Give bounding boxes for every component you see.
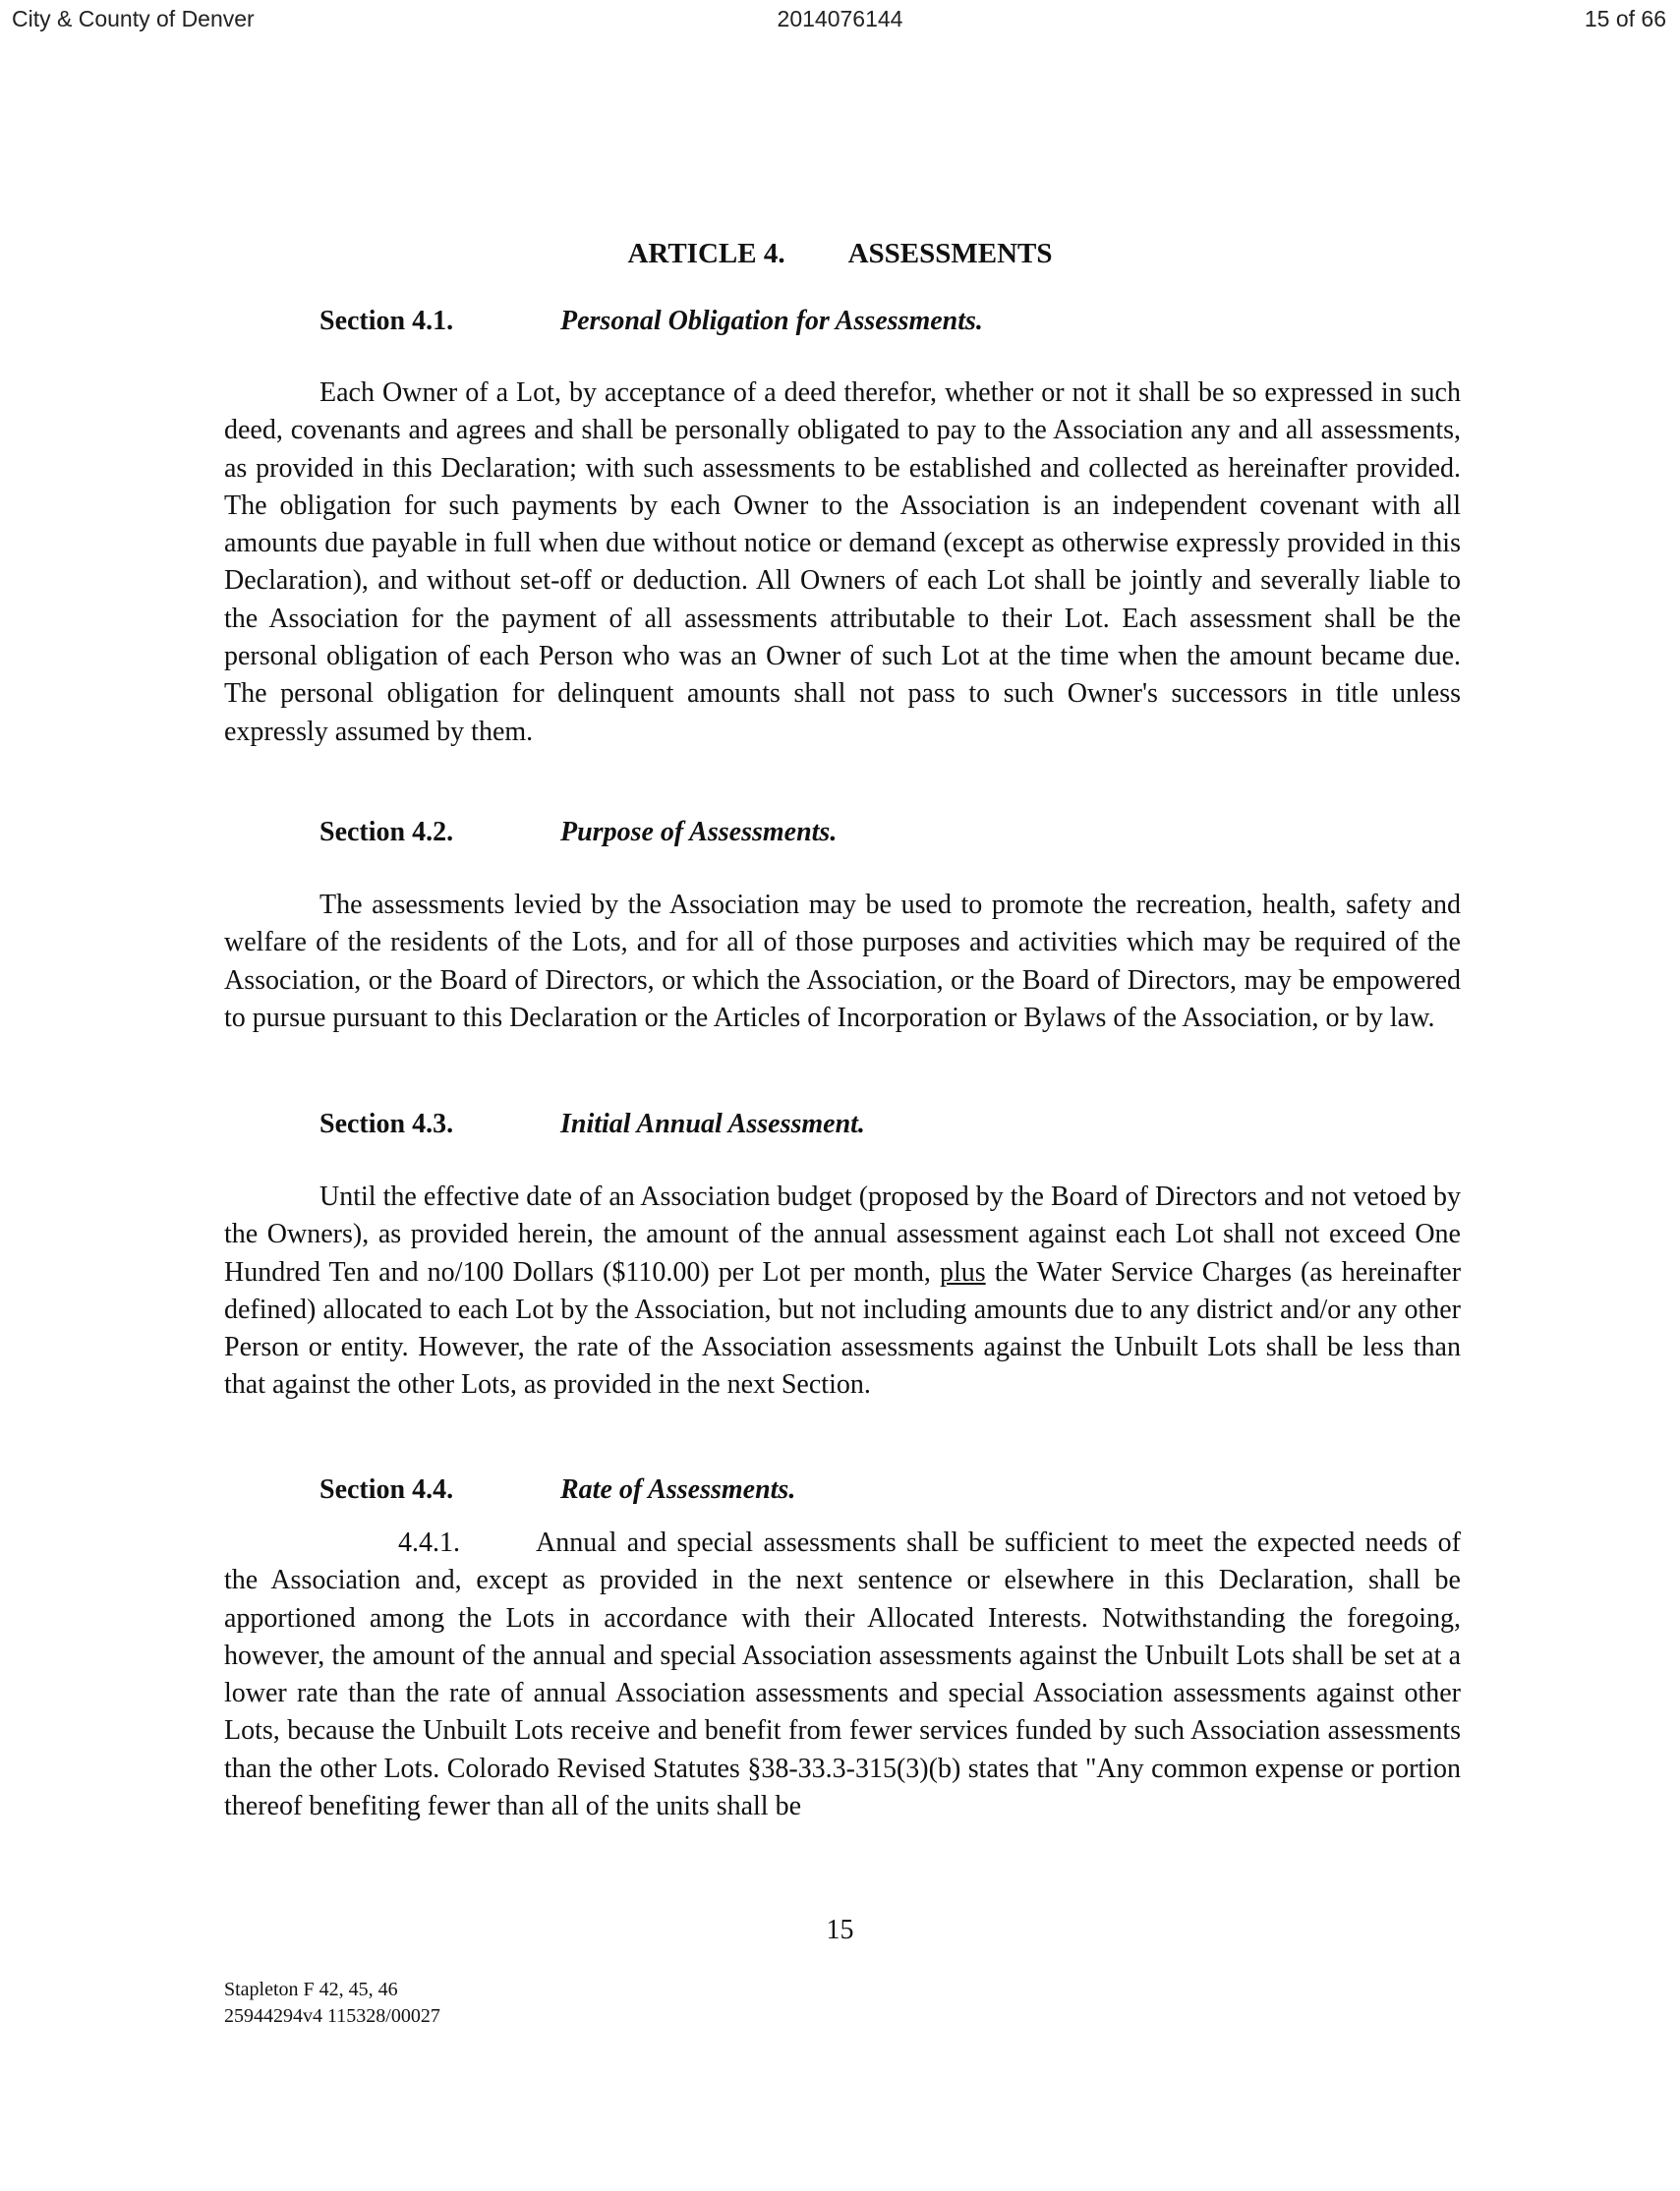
body-text: Until the effective date of an Association budget (proposed by the Board of Directors and not vetoed by the Owners), as provided herein, the amount of the annual assessment against each Lot shall not exceed One Hundred Ten and no/100 Dollars ($110.00) per Lot per month, [224,1182,1461,1288]
section-number: Section 4.4. [319,1474,454,1505]
section-body-4-4-1 [224,1525,1461,1825]
section-number: Section 4.2. [319,817,454,847]
section-title: Initial Annual Assessment. [560,1109,865,1139]
header-county: City & County of Denver [12,6,255,31]
footer-doc-id [224,1977,440,2030]
section-body-4-3 [224,1179,1461,1405]
header-page-count: 15 of 66 [1584,6,1666,31]
underlined-plus: plus [939,1256,986,1288]
section-heading-4-4 [319,1474,795,1506]
article-title: ASSESSMENTS [847,238,1053,269]
section-title: Personal Obligation for Assessments. [560,306,983,336]
section-number: Section 4.1. [319,306,454,336]
footer-line-1: Stapleton F 42, 45, 46 [224,1979,398,2000]
subsection-number: 4.4.1. [398,1528,460,1558]
page-number: 15 [826,1915,854,1945]
section-heading-4-1 [319,306,983,337]
section-body-4-1: Each Owner of a Lot, by acceptance of a deed therefor, whether or not it shall be so expressed in such deed, covenants and agrees and shall be personally obligated to pay to the Association any and all assessments, as provided in this Declaration; with such assessments to be established and collected as hereinafter provided. The obligation for such payments by each Owner to the Association is an independent covenant with all amounts due payable in full when due without notice or demand (except as otherwise expressly provided in this Declaration), and without set-off or deduction. All Owners of each Lot shall be jointly and severally liable to the Association for the payment of all assessments attributable to their Lot. Each assessment shall be the personal obligation of each Person who was an Owner of such Lot at the time when the amount became due. The personal obligation for delinquent amounts shall not pass to such Owner's successors in title unless expressly assumed by them. [224,377,1461,747]
section-title: Rate of Assessments. [560,1474,796,1505]
article-heading [0,238,1680,270]
footer-line-2: 25944294v4 115328/00027 [224,2005,440,2027]
section-title: Purpose of Assessments. [560,817,838,847]
section-heading-4-3 [319,1109,865,1140]
header-reception-number: 2014076144 [777,6,903,31]
body-text: Annual and special assessments shall be sufficient to meet the expected needs of the Association and, except as provided in the next sentence or elsewhere in this Declaration, shall be apportioned among the Lots in accordance with their Allocated Interests. Notwithstanding the foregoing, however, the amount of the annual and special Association assessments against the Unbuilt Lots shall be set at a lower rate than the rate of annual Association assessments and special Association assessments against other Lots, because the Unbuilt Lots receive and benefit from fewer services funded by such Association assessments than the other Lots. Colorado Revised Statutes §38-33.3-315(3)(b) states that "Any common expense or portion thereof benefiting fewer than all of the units shall be [224,1528,1461,1822]
section-body-4-2: The assessments levied by the Association may be used to promote the recreation, health, safety and welfare of the residents of the Lots, and for all of those purposes and activities which may be required of the Association, or the Board of Directors, or which the Association, or the Board of Directors, may be empowered to pursue pursuant to this Declaration or the Articles of Incorporation or Bylaws of the Association, or by law. [224,890,1461,1033]
section-heading-4-2 [319,817,837,848]
section-number: Section 4.3. [319,1109,454,1139]
body-text: the Water Service Charges (as hereinafter defined) allocated to each Lot by the Association, but not including amounts due to any district and/or any other Person or entity. However, the rate of the Association assessments against the Unbuilt Lots shall be less than that against the other Lots, as provided in the next Section. [224,1256,1462,1401]
article-number: ARTICLE 4. [627,238,785,269]
